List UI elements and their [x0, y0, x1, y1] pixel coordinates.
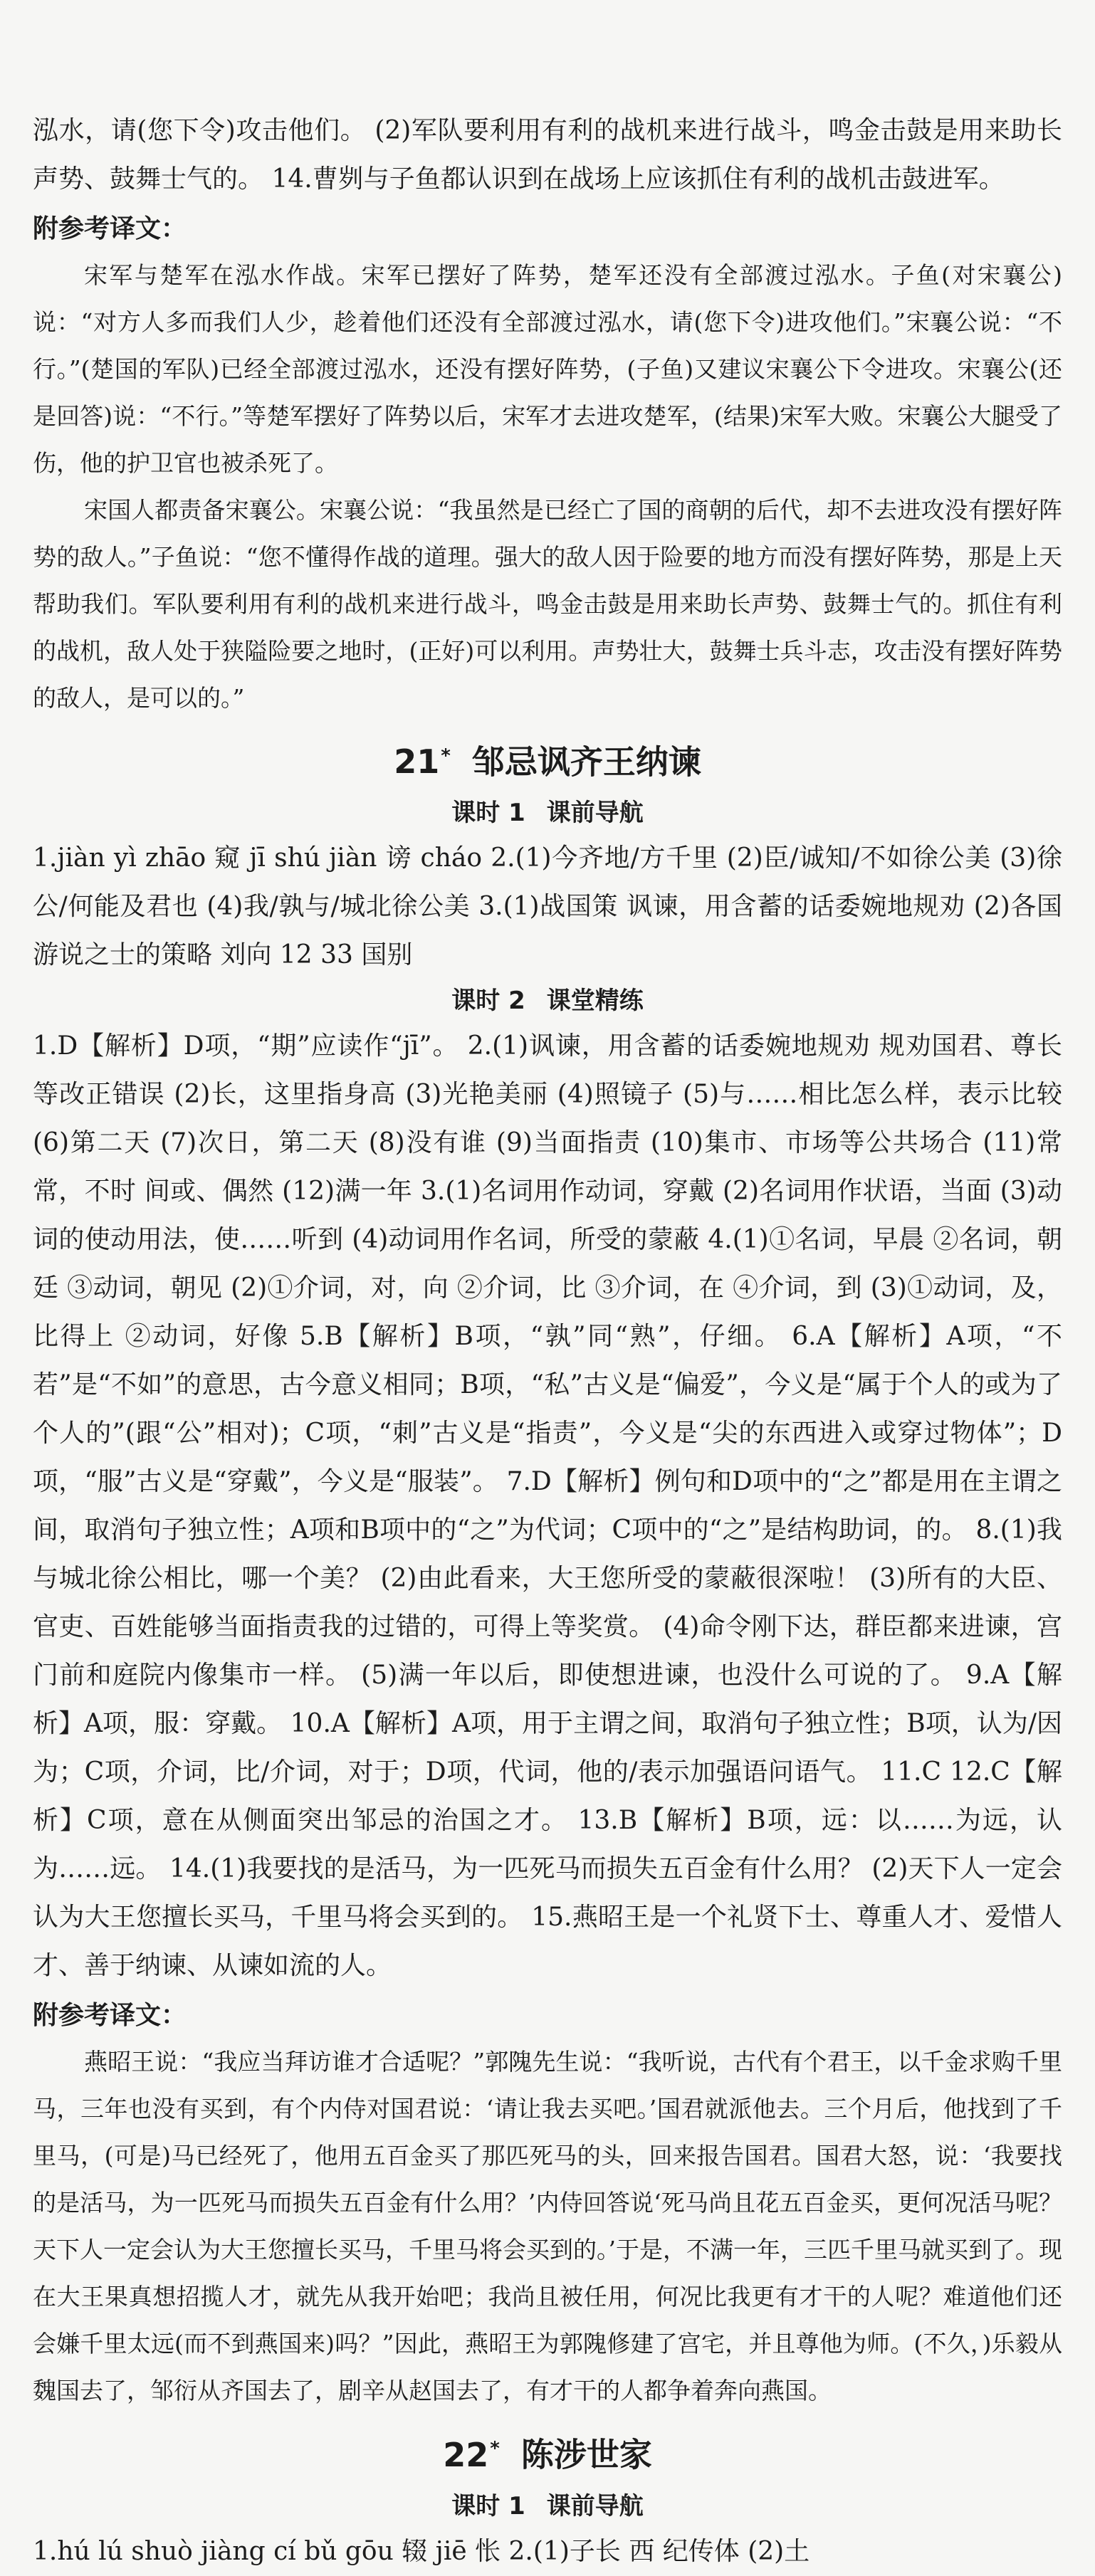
translation-label: 附参考译文： [33, 214, 187, 243]
chapter-title [0, 726, 1095, 792]
lesson-label: 课时 1 [451, 2491, 525, 2520]
chapter-number [394, 742, 451, 781]
chapter-star: * [441, 745, 451, 767]
lesson-name: 课堂精练 [546, 987, 644, 1016]
lesson-name: 课前导航 [546, 799, 644, 828]
chapter-name: 邹忌讽齐王纳谏 [471, 742, 701, 782]
chapter-number [443, 2436, 500, 2474]
lesson-heading [0, 979, 1095, 1022]
chapter-name: 陈涉世家 [520, 2435, 652, 2474]
answers-continued: 泓水，请(您下令)攻击他们。 (2)军队要利用有利的战机来进行战斗，鸣金击鼓是用来助长声势、鼓舞士气的。 14.曹刿与子鱼都认识到在战场上应该抓住有利的战机击鼓进军。 [33, 116, 1062, 194]
lesson-answers: 1.D【解析】D项，“期”应读作“jī”。 2.(1)讽谏，用含蓄的话委婉地规劝 规劝国君、尊长等改正错误 (2)长，这里指身高 (3)光艳美丽 (4)照镜子 (5)与……相比怎么样，表示比较 (6)第二天 (7)次日，第二天 (8)没有谁 (9)当面指责 (10)集市、市场等公共场合 (11)常常，不时 间或、偶然 (12)满一年 3.(1)名词用作动词，穿戴 (2)名词用作状语，当面 (3)动词的使动用法，使……听到 (4)动词用作名词，所受的蒙蔽 4.(1)①名词，早晨 ②名词，朝廷 ③动词，朝见 (2)①介词，对，向 ②介词，比 ③介词，在 ④介词，到 (3)①动词，及，比得上 ②动词，好像 5.B【解析】B项，“孰”同“熟”，仔细。 6.A【解析】A项，“不若”是“不如”的意思，古今意义相同；B项，“私”古义是“偏爱”，今义是“属于个人的或为了个人的”(跟“公”相对)；C项，“刺”古义是“指责”，今义是“尖的东西进入或穿过物体”；D项，“服”古义是“穿戴”，今义是“服装”。 7.D【解析】例句和D项中的“之”都是用在主谓之间，取消句子独立性；A项和B项中的“之”为代词；C项中的“之”是结构助词，的。 8.(1)我与城北徐公相比，哪一个美？ (2)由此看来，大王您所受的蒙蔽很深啦！ (3)所有的大臣、官吏、百姓能够当面指责我的过错的，可得上等奖赏。 (4)命令刚下达，群臣都来进谏，宫门前和庭院内像集市一样。 (5)满一年以后，即使想进谏，也没什么可说的了。 9.A【解析】A项，服：穿戴。 10.A【解析】A项，用于主谓之间，取消句子独立性；B项，认为/因为；C项，介词，比/介词，对于；D项，代词，他的/表示加强语问语气。 11.C 12.C【解析】C项，意在从侧面突出邹忌的治国之才。 13.B【解析】B项，远：以……为远，认为……远。 14.(1)我要找的是活马，为一匹死马而损失五百金有什么用？ (2)天下人一定会认为大王您擅长买马，千里马将会买到的。 15.燕昭王是一个礼贤下士、尊重人才、爱惜人才、善于纳谏、从谏如流的人。 [33, 1031, 1062, 1981]
lesson-heading [0, 792, 1095, 834]
translation-paragraph: 宋军与楚军在泓水作战。宋军已摆好了阵势，楚军还没有全部渡过泓水。子鱼(对宋襄公)说：“对方人多而我们人少，趁着他们还没有全部渡过泓水，请(您下令)进攻他们。”宋襄公说：“不行。”(楚国的军队)已经全部渡过泓水，还没有摆好阵势，(子鱼)又建议宋襄公下令进攻。宋襄公(还是回答)说：“不行。”等楚军摆好了阵势以后，宋军才去进攻楚军，(结果)宋军大败。宋襄公大腿受了伤，他的护卫官也被杀死了。 [33, 261, 1062, 477]
translation-paragraph: 燕昭王说：“我应当拜访谁才合适呢？”郭隗先生说：“我听说，古代有个君王，以千金求购千里马，三年也没有买到，有个内侍对国君说：‘请让我去买吧。’国君就派他去。三个月后，他找到了千里马，(可是)马已经死了，他用五百金买了那匹死马的头，回来报告国君。国君大怒，说：‘我要找的是活马，为一匹死马而损失五百金有什么用？’内侍回答说‘死马尚且花五百金买，更何况活马呢？天下人一定会认为大王您擅长买马，千里马将会买到的。’于是，不满一年，三匹千里马就买到了。现在大王果真想招揽人才，就先从我开始吧；我尚且被任用，何况比我更有才干的人呢？难道他们还会嫌千里太远(而不到燕国来)吗？”因此，燕昭王为郭隗修建了宫宅，并且尊他为师。(不久，)乐毅从魏国去了，邹衍从齐国去了，剧辛从赵国去了，有才干的人都争着奔向燕国。 [33, 2048, 1062, 2405]
lesson-label: 课时 1 [451, 799, 525, 828]
lesson-answers: 1.jiàn yì zhāo 窥 jī shú jiàn 谤 cháo 2.(1)今齐地/方千里 (2)臣/诚知/不如徐公美 (3)徐公/何能及君也 (4)我/孰与/城北徐公美 3.(1)战国策 讽谏，用含蓄的话委婉地规劝 (2)各国游说之士的策略 刘向 12 33 国别 [33, 843, 1062, 970]
page-content [0, 107, 1095, 2576]
lesson-heading [0, 2485, 1095, 2528]
lesson-name: 课前导航 [546, 2491, 644, 2520]
lesson-answers: 1.hú lú shuò jiàng cí bǔ gōu 辍 jiē 怅 2.(1)子长 西 纪传体 (2)土 [33, 2536, 810, 2566]
translation-paragraph: 宋国人都责备宋襄公。宋襄公说：“我虽然是已经亡了国的商朝的后代，却不去进攻没有摆好阵势的敌人。”子鱼说：“您不懂得作战的道理。强大的敌人因于险要的地方而没有摆好阵势，那是上天帮助我们。军队要利用有利的战机来进行战斗，鸣金击鼓是用来助长声势、鼓舞士气的。抓住有利的战机，敌人处于狭隘险要之地时，(正好)可以利用。声势壮大，鼓舞士兵斗志，攻击没有摆好阵势的敌人，是可以的。” [33, 496, 1062, 712]
translation-label: 附参考译文： [33, 2001, 187, 2031]
chapter-number-text: 22 [443, 2435, 489, 2474]
chapter-title [0, 2419, 1095, 2484]
lesson-label: 课时 2 [451, 987, 525, 1016]
chapter-star: * [490, 2438, 500, 2460]
chapter-number-text: 21 [394, 742, 440, 782]
